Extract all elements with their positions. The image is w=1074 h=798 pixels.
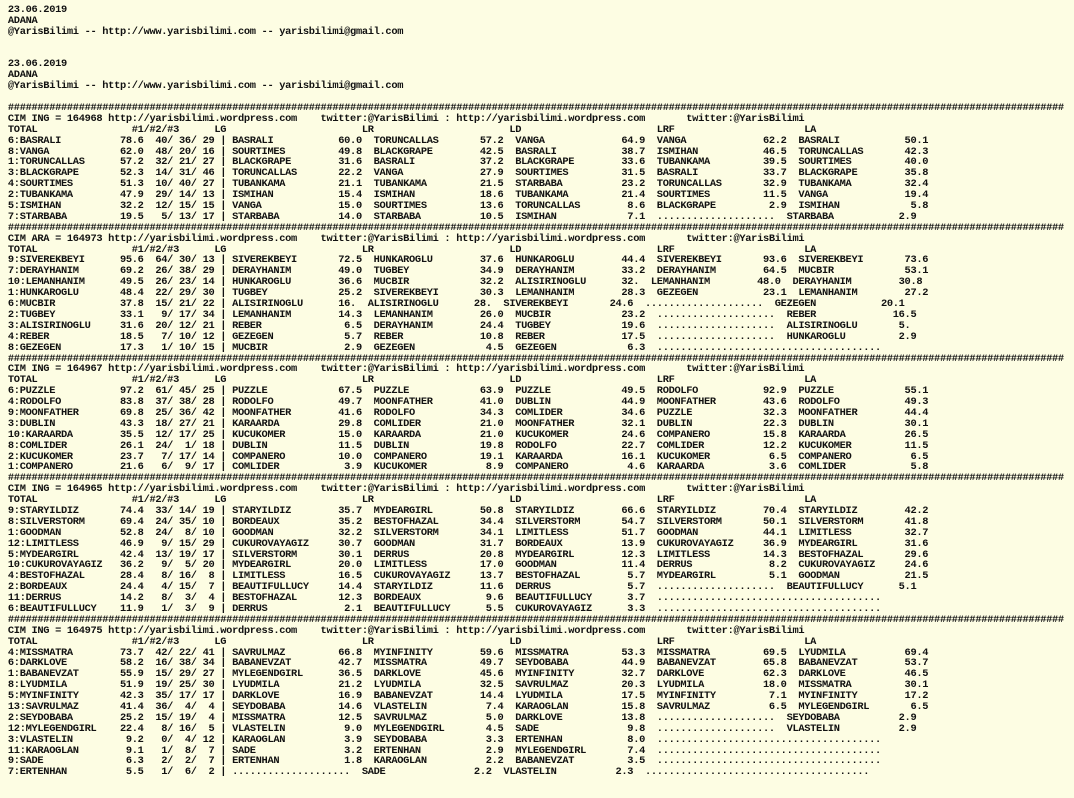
table-row: 2:BORDEAUX 24.4 4/ 15/ 7 | BEAUTIFULLUCY 14.4 STARYILDIZ 11.6 DERRUS 5.7 .................... BEAUTIFULLUCY 5.1 [7,581,917,594]
table-row: 7:ERTENHAN 5.5 1/ 6/ 2 | .................... SADE 2.2 VLASTELIN 2.3 ...................................... [7,766,870,779]
table-row: 4:SOURTIMES 51.3 10/ 40/ 27 | TUBANKAMA 21.1 TUBANKAMA 21.5 STARBABA 23.2 TORUNCALLAS 32.9 TUBANKAMA 32.4 [7,178,929,191]
table-row: 11:DERRUS 14.2 8/ 3/ 4 | BESTOFHAZAL 12.3 BORDEAUX 9.6 BEAUTIFULLUCY 3.7 ...................................... [7,592,881,605]
race-header: CIM ING = 164968 http://yarisbilimi.wordpress.com twitter:@YarisBilimi : http://yarisbilimi.wordpress.com twitter:@YarisBilimi [7,112,805,125]
section-divider: ################################################################################################################################################################################### [7,613,1064,626]
race-header: CIM ARA = 164973 http://yarisbilimi.wordpress.com twitter:@YarisBilimi : http://yarisbilimi.wordpress.com twitter:@YarisBilimi [7,232,805,245]
blank-line [8,38,1061,49]
table-row: 2:TUBANKAMA 47.9 29/ 14/ 13 | ISMIHAN 15.4 ISMIHAN 18.6 TUBANKAMA 21.4 SOURTIMES 11.5 VANGA 19.4 [7,189,929,202]
table-row: 1:TORUNCALLAS 57.2 32/ 21/ 27 | BLACKGRAPE 31.6 BASRALI 37.2 BLACKGRAPE 33.6 TUBANKAMA 39.5 SOURTIMES 40.0 [7,156,929,169]
table-row: 6:PUZZLE 97.2 61/ 45/ 25 | PUZZLE 67.5 PUZZLE 63.9 PUZZLE 49.5 RODOLFO 92.9 PUZZLE 55.1 [7,385,929,398]
section-divider: ################################################################################################################################################################################### [7,102,1064,115]
section-divider: ################################################################################################################################################################################### [7,352,1064,365]
table-row: 11:KARAOGLAN 9.1 1/ 8/ 7 | SADE 3.2 ERTENHAN 2.9 MYLEGENDGIRL 7.4 ...................................... [7,744,881,757]
table-row: 8:LYUDMILA 51.9 19/ 25/ 30 | LYUDMILA 21.2 LYUDMILA 32.5 SAVRULMAZ 20.3 LYUDMILA 18.0 MISSMATRA 30.1 [7,679,929,692]
section-divider: ################################################################################################################################################################################### [7,221,1064,234]
table-row: 4:REBER 18.5 7/ 10/ 12 | GEZEGEN 5.7 REBER 10.8 REBER 17.5 .................... HUNKAROGLU 2.9 [7,330,917,343]
table-row: 5:MYDEARGIRL 42.4 13/ 19/ 17 | SILVERSTORM 30.1 DERRUS 20.8 MYDEARGIRL 12.3 LIMITLESS 14.3 BESTOFHAZAL 29.6 [7,548,929,561]
table-row: 4:RODOLFO 83.8 37/ 38/ 28 | RODOLFO 49.7 MOONFATHER 41.0 DUBLIN 44.9 MOONFATHER 43.6 RODOLFO 49.3 [7,396,929,409]
table-row: 1:BABANEVZAT 55.9 15/ 29/ 27 | MYLEGENDGIRL 36.5 DARKLOVE 45.6 MYINFINITY 32.7 DARKLOVE 62.3 DARKLOVE 46.5 [7,668,929,681]
race-header: CIM ING = 164965 http://yarisbilimi.wordpress.com twitter:@YarisBilimi : http://yarisbilimi.wordpress.com twitter:@YarisBilimi [7,483,805,496]
column-header: TOTAL #1/#2/#3 LG LR LD LRF LA [7,123,817,136]
text-line: @YarisBilimi -- http://www.yarisbilimi.com -- yarisbilimi@gmail.com [7,80,404,93]
table-row: 7:DERAYHANIM 69.2 26/ 38/ 29 | DERAYHANIM 49.0 TUGBEY 34.9 DERAYHANIM 33.2 DERAYHANIM 64.5 MUCBIR 53.1 [7,265,929,278]
table-row: 3:DUBLIN 43.3 18/ 27/ 21 | KARAARDA 29.8 COMLIDER 21.0 MOONFATHER 32.1 DUBLIN 22.3 DUBLIN 30.1 [7,417,929,430]
table-row: 6:MUCBIR 37.8 15/ 21/ 22 | ALISIRINOGLU 16. ALISIRINOGLU 28. SIVEREKBEYI 24.6 .................... GEZEGEN 20.1 [7,298,905,311]
table-row: 2:KUCUKOMER 23.7 7/ 17/ 14 | COMPANERO 10.0 COMPANERO 19.1 KARAARDA 16.1 KUCUKOMER 6.5 COMPANERO 6.5 [7,450,929,463]
table-row: 6:DARKLOVE 58.2 16/ 38/ 34 | BABANEVZAT 42.7 MISSMATRA 49.7 SEYDOBABA 44.9 BABANEVZAT 65.8 BABANEVZAT 53.7 [7,657,929,670]
table-row: 5:ISMIHAN 32.2 12/ 15/ 15 | VANGA 15.0 SOURTIMES 13.6 TORUNCALLAS 8.6 BLACKGRAPE 2.9 ISMIHAN 5.8 [7,200,929,213]
table-row: 6:BEAUTIFULLUCY 11.9 1/ 3/ 9 | DERRUS 2.1 BEAUTIFULLUCY 5.5 CUKUROVAYAGIZ 3.3 ...................................... [7,602,881,615]
table-row: 10:KARAARDA 35.5 12/ 17/ 25 | KUCUKOMER 15.0 KARAARDA 21.0 KUCUKOMER 24.6 COMPANERO 15.8 KARAARDA 26.5 [7,428,929,441]
table-row: 1:GOODMAN 52.8 24/ 8/ 10 | GOODMAN 32.2 SILVERSTORM 34.1 LIMITLESS 51.7 GOODMAN 44.1 LIMITLESS 32.7 [7,526,929,539]
blank-line [8,49,1061,60]
table-row: 9:MOONFATHER 69.8 25/ 36/ 42 | MOONFATHER 41.6 RODOLFO 34.3 COMLIDER 34.6 PUZZLE 32.3 MOONFATHER 44.4 [7,406,929,419]
section-divider: ################################################################################################################################################################################### [7,472,1064,485]
table-row: 9:SIVEREKBEYI 95.6 64/ 30/ 13 | SIVEREKBEYI 72.5 HUNKAROGLU 37.6 HUNKAROGLU 44.4 SIVEREKBEYI 93.6 SIVEREKBEYI 73.6 [7,254,929,267]
table-row: 8:VANGA 62.0 48/ 20/ 16 | SOURTIMES 49.8 BLACKGRAPE 42.5 BASRALI 38.7 ISMIHAN 46.5 TORUNCALLAS 42.3 [7,145,929,158]
text-line: 23.06.2019 [7,4,67,16]
text-line: 23.06.2019 [7,58,67,71]
table-row: 2:SEYDOBABA 25.2 15/ 19/ 4 | MISSMATRA 12.5 SAVRULMAZ 5.0 DARKLOVE 13.8 .................... SEYDOBABA 2.9 [7,711,917,724]
table-row: 10:LEMANHANIM 49.5 26/ 23/ 14 | HUNKAROGLU 36.6 MUCBIR 32.2 ALISIRINOGLU 32. LEMANHANIM 48.0 DERAYHANIM 30.8 [7,276,923,289]
text-line: ADANA [7,69,38,82]
table-row: 3:ALISIRINOGLU 31.6 20/ 12/ 21 | REBER 6.5 DERAYHANIM 24.4 TUGBEY 19.6 .................... ALISIRINOGLU 5. [7,319,911,332]
table-row: 4:MISSMATRA 73.7 42/ 22/ 41 | SAVRULMAZ 66.8 MYINFINITY 59.6 MISSMATRA 53.3 MISSMATRA 69.5 LYUDMILA 69.4 [7,646,929,659]
text-line: @YarisBilimi -- http://www.yarisbilimi.com -- yarisbilimi@gmail.com [7,25,404,38]
table-row: 1:COMPANERO 21.6 6/ 9/ 17 | COMLIDER 3.9 KUCUKOMER 8.9 COMPANERO 4.6 KARAARDA 3.6 COMLIDER 5.8 [7,461,929,474]
table-row: 8:GEZEGEN 17.3 1/ 10/ 15 | MUCBIR 2.9 GEZEGEN 4.5 GEZEGEN 6.3 ...................................... [7,341,881,354]
table-row: 6:BASRALI 78.6 40/ 36/ 29 | BASRALI 60.0 TORUNCALLAS 57.2 VANGA 64.9 VANGA 62.2 BASRALI 50.1 [7,134,929,147]
table-row: 9:STARYILDIZ 74.4 33/ 14/ 19 | STARYILDIZ 35.7 MYDEARGIRL 50.8 STARYILDIZ 66.6 STARYILDIZ 70.4 STARYILDIZ 42.2 [7,504,929,517]
column-header: TOTAL #1/#2/#3 LG LR LD LRF LA [7,374,817,387]
table-row: 8:COMLIDER 26.1 24/ 1/ 18 | DUBLIN 11.5 DUBLIN 19.8 RODOLFO 22.7 COMLIDER 12.2 KUCUKOMER 11.5 [7,439,929,452]
table-row: 4:BESTOFHAZAL 28.4 8/ 16/ 8 | LIMITLESS 16.5 CUKUROVAYAGIZ 13.7 BESTOFHAZAL 5.7 MYDEARGIRL 5.1 GOODMAN 21.5 [7,570,929,583]
table-row: 1:HUNKAROGLU 48.4 22/ 29/ 30 | TUGBEY 25.2 SIVEREKBEYI 30.3 LEMANHANIM 28.3 GEZEGEN 23.1 LEMANHANIM 27.2 [7,287,929,300]
table-row: 8:SILVERSTORM 69.4 24/ 35/ 10 | BORDEAUX 35.2 BESTOFHAZAL 34.4 SILVERSTORM 54.7 SILVERSTORM 50.1 SILVERSTORM 41.8 [7,515,929,528]
table-row: 12:MYLEGENDGIRL 22.4 8/ 16/ 5 | VLASTELIN 9.0 MYLEGENDGIRL 4.5 SADE 9.8 .................... VLASTELIN 2.9 [7,722,917,735]
text-line: ADANA [7,14,38,27]
table-row: 12:LIMITLESS 46.9 9/ 15/ 29 | CUKUROVAYAGIZ 30.7 GOODMAN 31.7 BORDEAUX 13.9 CUKUROVAYAGIZ 36.9 MYDEARGIRL 31.6 [7,537,929,550]
table-row: 10:CUKUROVAYAGIZ 36.2 9/ 5/ 20 | MYDEARGIRL 20.0 LIMITLESS 17.0 GOODMAN 11.4 DERRUS 8.2 CUKUROVAYAGIZ 24.6 [7,559,929,572]
table-row: 3:VLASTELIN 9.2 0/ 4/ 12 | KARAOGLAN 3.9 SEYDOBABA 3.3 ERTENHAN 8.0 ...................................... [7,733,881,746]
table-row: 3:BLACKGRAPE 52.3 14/ 31/ 46 | TORUNCALLAS 22.2 VANGA 27.9 SOURTIMES 31.5 BASRALI 33.7 BLACKGRAPE 35.8 [7,167,929,180]
race-header: CIM ING = 164967 http://yarisbilimi.wordpress.com twitter:@YarisBilimi : http://yarisbilimi.wordpress.com twitter:@YarisBilimi [7,363,805,376]
table-row: 2:TUGBEY 33.1 9/ 17/ 34 | LEMANHANIM 14.3 LEMANHANIM 26.0 MUCBIR 23.2 .................... REBER 16.5 [7,308,917,321]
race-header: CIM ING = 164975 http://yarisbilimi.wordpress.com twitter:@YarisBilimi : http://yarisbilimi.wordpress.com twitter:@YarisBilimi [7,624,805,637]
column-header: TOTAL #1/#2/#3 LG LR LD LRF LA [7,243,817,256]
table-row: 7:STARBABA 19.5 5/ 13/ 17 | STARBABA 14.0 STARBABA 10.5 ISMIHAN 7.1 .................... STARBABA 2.9 [7,210,917,223]
column-header: TOTAL #1/#2/#3 LG LR LD LRF LA [7,635,817,648]
table-row: 5:MYINFINITY 42.3 35/ 17/ 17 | DARKLOVE 16.9 BABANEVZAT 14.4 LYUDMILA 17.5 MYINFINITY 7.1 MYINFINITY 17.2 [7,690,929,703]
table-row: 13:SAVRULMAZ 41.4 36/ 4/ 4 | SEYDOBABA 14.6 VLASTELIN 7.4 KARAOGLAN 15.8 SAVRULMAZ 6.5 MYLEGENDGIRL 6.5 [7,701,929,713]
column-header: TOTAL #1/#2/#3 LG LR LD LRF LA [7,494,817,507]
table-row: 9:SADE 6.3 2/ 2/ 7 | ERTENHAN 1.8 KARAOGLAN 2.2 BABANEVZAT 3.5 ...................................... [7,755,881,768]
